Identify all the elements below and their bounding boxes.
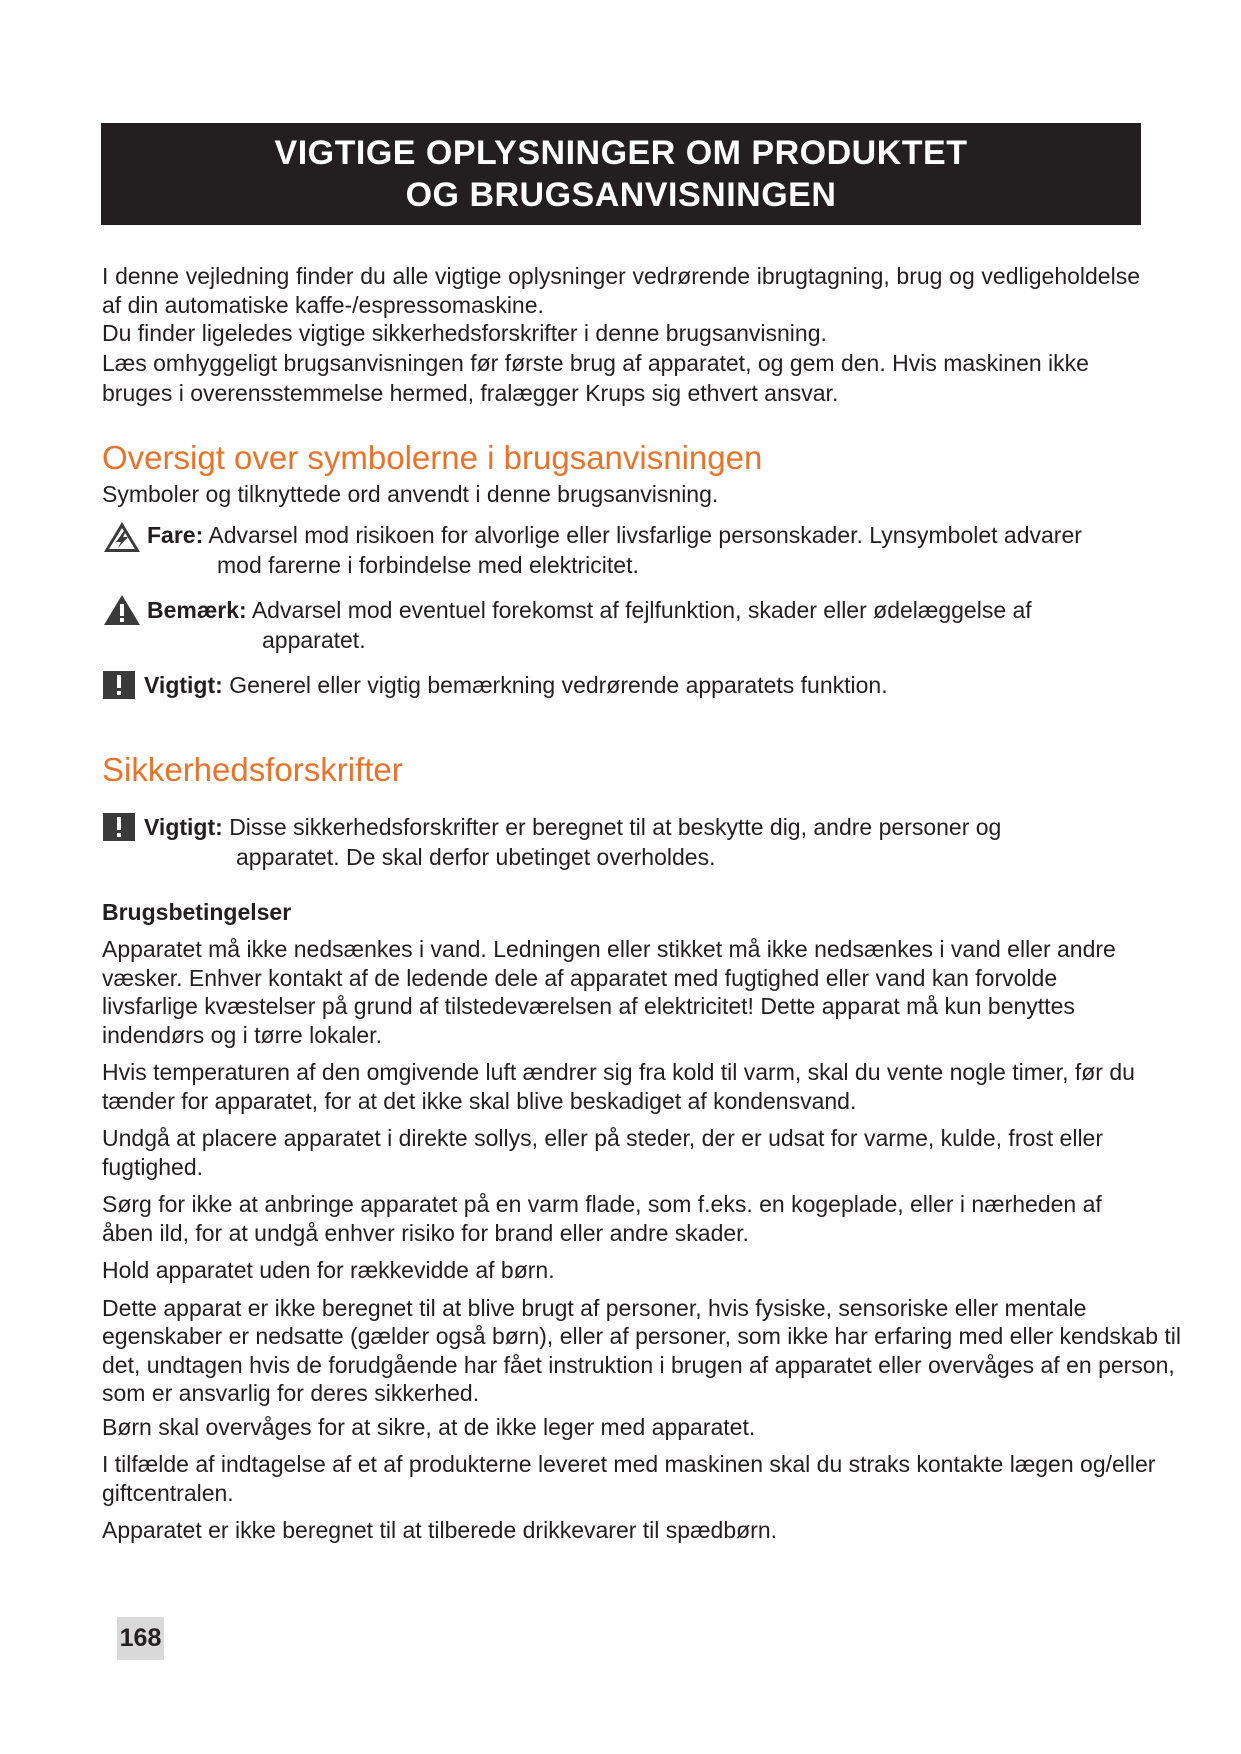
symbol-desc-danger-2: mod farerne i forbindelse med elektricitet. (217, 552, 639, 578)
symbols-subtitle: Symboler og tilknyttede ord anvendt i denne brugsanvisning. (102, 481, 719, 507)
usage-paragraph: Undgå at placere apparatet i direkte sollys, eller på steder, der er udsat for varme, kulde, frost eller fugtighed. (102, 1125, 1104, 1180)
symbol-desc-caution-2: apparatet. (262, 627, 366, 653)
symbol-text-important (144, 670, 1134, 700)
usage-paragraph: Sørg for ikke at anbringe apparatet på en varm flade, som f.eks. en kogeplade, eller i nærheden af åben ild, for at undgå enhver risiko for brand eller andre skader. (102, 1191, 1102, 1246)
usage-paragraph: Dette apparat er ikke beregnet til at blive brugt af personer, hvis fysiske, sensoriske eller mentale egenskaber er nedsatte (gælder også børn), eller af personer, som ikke har erfaring med eller kendskab til det, undtagen hvis de forudgående har fået instruktion i brugen af apparatet eller overvåges af en person, som er ansvarlig for deres sikkerhed. (102, 1294, 1181, 1406)
usage-paragraph: Hold apparatet uden for rækkevidde af børn. (102, 1257, 555, 1283)
lightning-warning-icon (102, 520, 142, 561)
usage-paragraphs (102, 935, 1182, 1554)
usage-heading: Brugsbetingelser (102, 899, 292, 925)
symbol-term-danger: Fare: (147, 522, 204, 548)
usage-paragraph: Apparatet er ikke beregnet til at tilberede drikkevarer til spædbørn. (102, 1517, 777, 1543)
symbol-term-caution: Bemærk: (147, 597, 247, 623)
usage-paragraph: I tilfælde af indtagelse af et af produkterne leveret med maskinen skal du straks kontakte lægen og/eller giftcentralen. (102, 1451, 1156, 1506)
symbols-heading: Oversigt over symbolerne i brugsanvisningen (102, 439, 763, 476)
symbol-term-important: Vigtigt: (144, 672, 223, 698)
usage-paragraph: Hvis temperaturen af den omgivende luft ændrer sig fra kold til varm, skal du vente nogle timer, før du tænder for apparatet, for at det ikke skal blive beskadiget af kondensvand. (102, 1059, 1135, 1114)
usage-paragraph: Børn skal overvåges for at sikre, at de ikke leger med apparatet. (102, 1413, 756, 1440)
safety-note-text (144, 812, 1132, 872)
safety-note (102, 812, 1142, 872)
warning-triangle-icon (102, 593, 142, 634)
exclamation-box-icon (102, 812, 136, 849)
safety-note-line-1: Disse sikkerhedsforskrifter er beregnet til at beskytte dig, andre personer og (229, 814, 1002, 840)
safety-heading: Sikkerhedsforskrifter (102, 751, 403, 788)
usage-paragraph: Apparatet må ikke nedsænkes i vand. Ledningen eller stikket må ikke nedsænkes i vand eller andre væsker. Enhver kontakt af de ledende dele af apparatet med fugtighed eller vand kan forvolde livsfarlige kvæstelser på grund af tilstedeværelsen af elektricitet! Dette apparat må kun benyttes indendørs og i tørre lokaler. (102, 936, 1116, 1048)
symbol-desc-danger-1: Advarsel mod risikoen for alvorlige eller livsfarlige personskader. Lynsymbolet advarer (208, 522, 1082, 548)
safety-note-term: Vigtigt: (144, 814, 223, 840)
page-number: 168 (117, 1617, 164, 1660)
exclamation-box-icon (102, 670, 136, 707)
intro-paragraph-3: Læs omhyggeligt brugsanvisningen før første brug af apparatet, og gem den. Hvis maskinen ikke bruges i overensstemmelse hermed, fralægger Krups sig ethvert ansvar. (102, 349, 1089, 406)
symbol-text-caution (147, 595, 1132, 655)
safety-note-line-2: apparatet. De skal derfor ubetinget overholdes. (236, 844, 716, 870)
intro-paragraph-2: Du finder ligeledes vigtige sikkerhedsforskrifter i denne brugsanvisning. (102, 320, 827, 346)
symbol-text-danger (147, 520, 1142, 580)
symbol-desc-important: Generel eller vigtig bemærkning vedrørende apparatets funktion. (229, 672, 888, 698)
symbol-row-important (102, 670, 1142, 704)
title-line-1: VIGTIGE OPLYSNINGER OM PRODUKTET (274, 134, 968, 172)
symbol-row-caution (102, 595, 1142, 655)
intro-paragraph-1: I denne vejledning finder du alle vigtige oplysninger vedrørende ibrugtagning, brug og vedligeholdelse af din automatiske kaffe-/espressomaskine. (102, 263, 1140, 318)
symbol-row-danger (102, 520, 1142, 580)
intro-text (102, 262, 1140, 408)
title-banner (101, 123, 1141, 225)
symbol-desc-caution-1: Advarsel mod eventuel forekomst af fejlfunktion, skader eller ødelæggelse af (251, 597, 1032, 623)
title-line-2: OG BRUGSANVISNINGEN (405, 176, 837, 214)
